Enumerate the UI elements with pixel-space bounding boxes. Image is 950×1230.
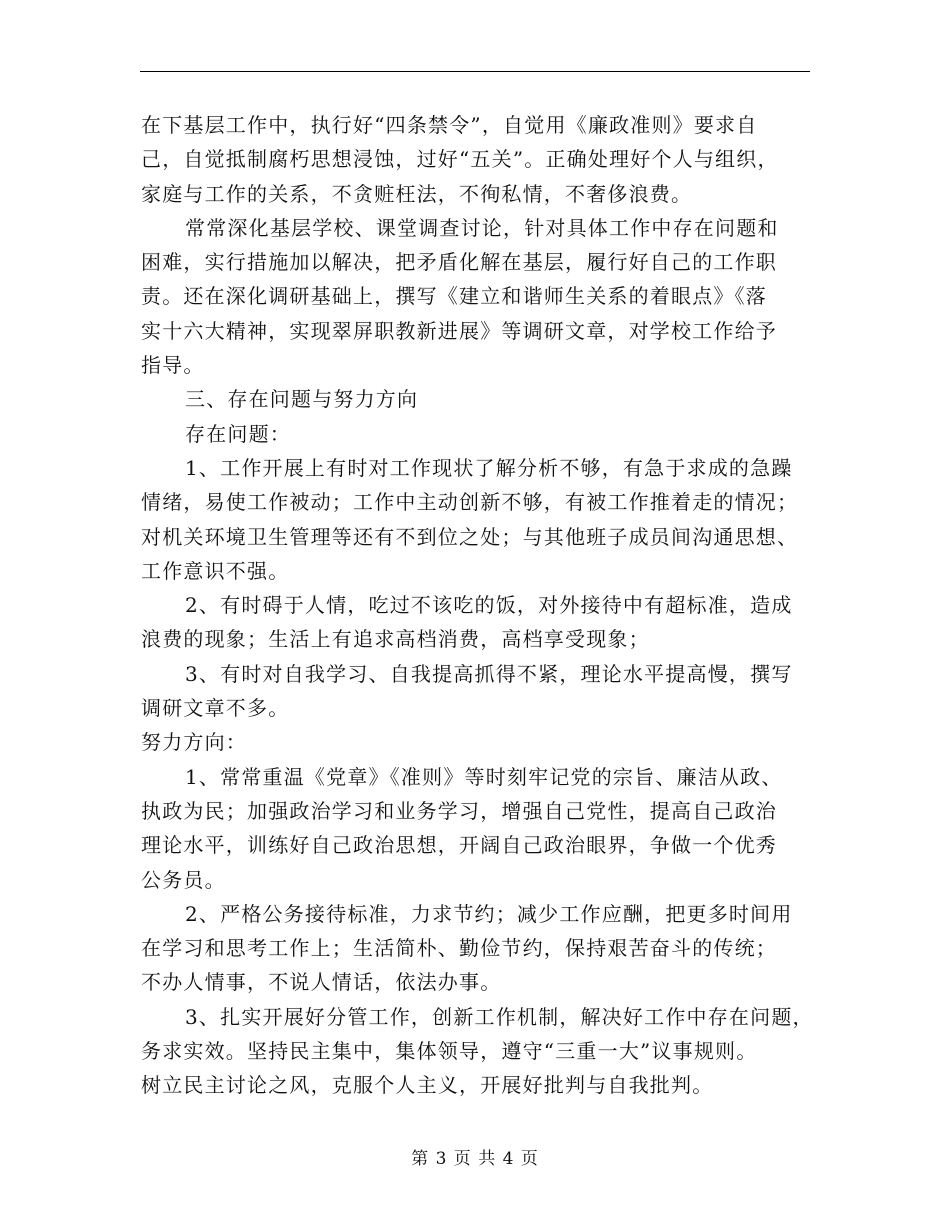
text-line: 2、严格公务接待标准，力求节约；减少工作应酬，把更多时间用 bbox=[185, 901, 793, 926]
text-line: 常常深化基层学校、课堂调查讨论，针对具体工作中存在问题和 bbox=[185, 215, 779, 240]
text-line: 1、常常重温《党章》《准则》等时刻牢记党的宗旨、廉洁从政、 bbox=[185, 764, 783, 789]
text-line: 存在问题： bbox=[185, 421, 291, 446]
text-line: 理论水平，训练好自己政治思想，开阔自己政治眼界，争做一个优秀 bbox=[141, 833, 777, 858]
text-line: 情绪，易使工作被动；工作中主动创新不够，有被工作推着走的情况； bbox=[141, 490, 799, 515]
footer-middle: 页 共 bbox=[453, 1149, 497, 1169]
text-line: 困难，实行措施加以解决，把矛盾化解在基层，履行好自己的工作职 bbox=[141, 250, 777, 275]
footer-current-page: 3 bbox=[435, 1149, 448, 1169]
footer-total-pages: 4 bbox=[502, 1149, 515, 1169]
footer-suffix: 页 bbox=[520, 1149, 539, 1169]
text-line: 在下基层工作中，执行好“四条禁令”，自觉用《廉政准则》要求自 bbox=[141, 113, 758, 137]
header-rule bbox=[140, 71, 810, 72]
text-line: 2、有时碍于人情，吃过不该吃的饭，对外接待中有超标准，造成 bbox=[185, 593, 793, 618]
text-line: 在学习和思考工作上；生活简朴、勤俭节约，保持艰苦奋斗的传统； bbox=[141, 936, 777, 961]
text-line: 三、存在问题与努力方向 bbox=[185, 387, 419, 412]
text-line: 公务员。 bbox=[141, 867, 226, 892]
text-line: 执政为民；加强政治学习和业务学习，增强自己党性，提高自己政治 bbox=[141, 798, 777, 823]
text-line: 实十六大精神，实现翠屏职教新进展》等调研文章，对学校工作给予 bbox=[141, 318, 777, 343]
text-line: 调研文章不多。 bbox=[141, 696, 290, 721]
text-line: 1、工作开展上有时对工作现状了解分析不够，有急于求成的急躁 bbox=[185, 455, 793, 480]
text-line: 指导。 bbox=[141, 353, 205, 378]
text-line: 浪费的现象；生活上有追求高档消费，高档享受现象； bbox=[141, 627, 650, 652]
text-line: 树立民主讨论之风，克服个人主义，开展好批判与自我批判。 bbox=[141, 1073, 714, 1098]
text-line: 责。还在深化调研基础上，撰写《建立和谐师生关系的着眼点》《落 bbox=[141, 284, 767, 309]
text-line: 不办人情事，不说人情话，依法办事。 bbox=[141, 970, 502, 995]
document-body bbox=[141, 108, 813, 1103]
text-line: 对机关环境卫生管理等还有不到位之处；与其他班子成员间沟通思想、 bbox=[141, 524, 799, 549]
text-line: 家庭与工作的关系，不贪赃枉法，不徇私情，不奢侈浪费。 bbox=[141, 181, 693, 206]
text-line: 己，自觉抵制腐朽思想浸蚀，过好“五关”。正确处理好个人与组织， bbox=[141, 147, 779, 172]
text-line: 工作意识不强。 bbox=[141, 558, 290, 583]
text-line: 3、扎实开展好分管工作，创新工作机制，解决好工作中存在问题， bbox=[185, 1004, 814, 1029]
page-footer bbox=[0, 1144, 950, 1169]
footer-prefix: 第 bbox=[411, 1149, 430, 1169]
text-line: 努力方向： bbox=[141, 730, 247, 755]
text-line: 务求实效。坚持民主集中，集体领导，遵守“三重一大”议事规则。 bbox=[141, 1039, 758, 1064]
text-line: 3、有时对自我学习、自我提高抓得不紧，理论水平提高慢，撰写 bbox=[185, 661, 793, 686]
